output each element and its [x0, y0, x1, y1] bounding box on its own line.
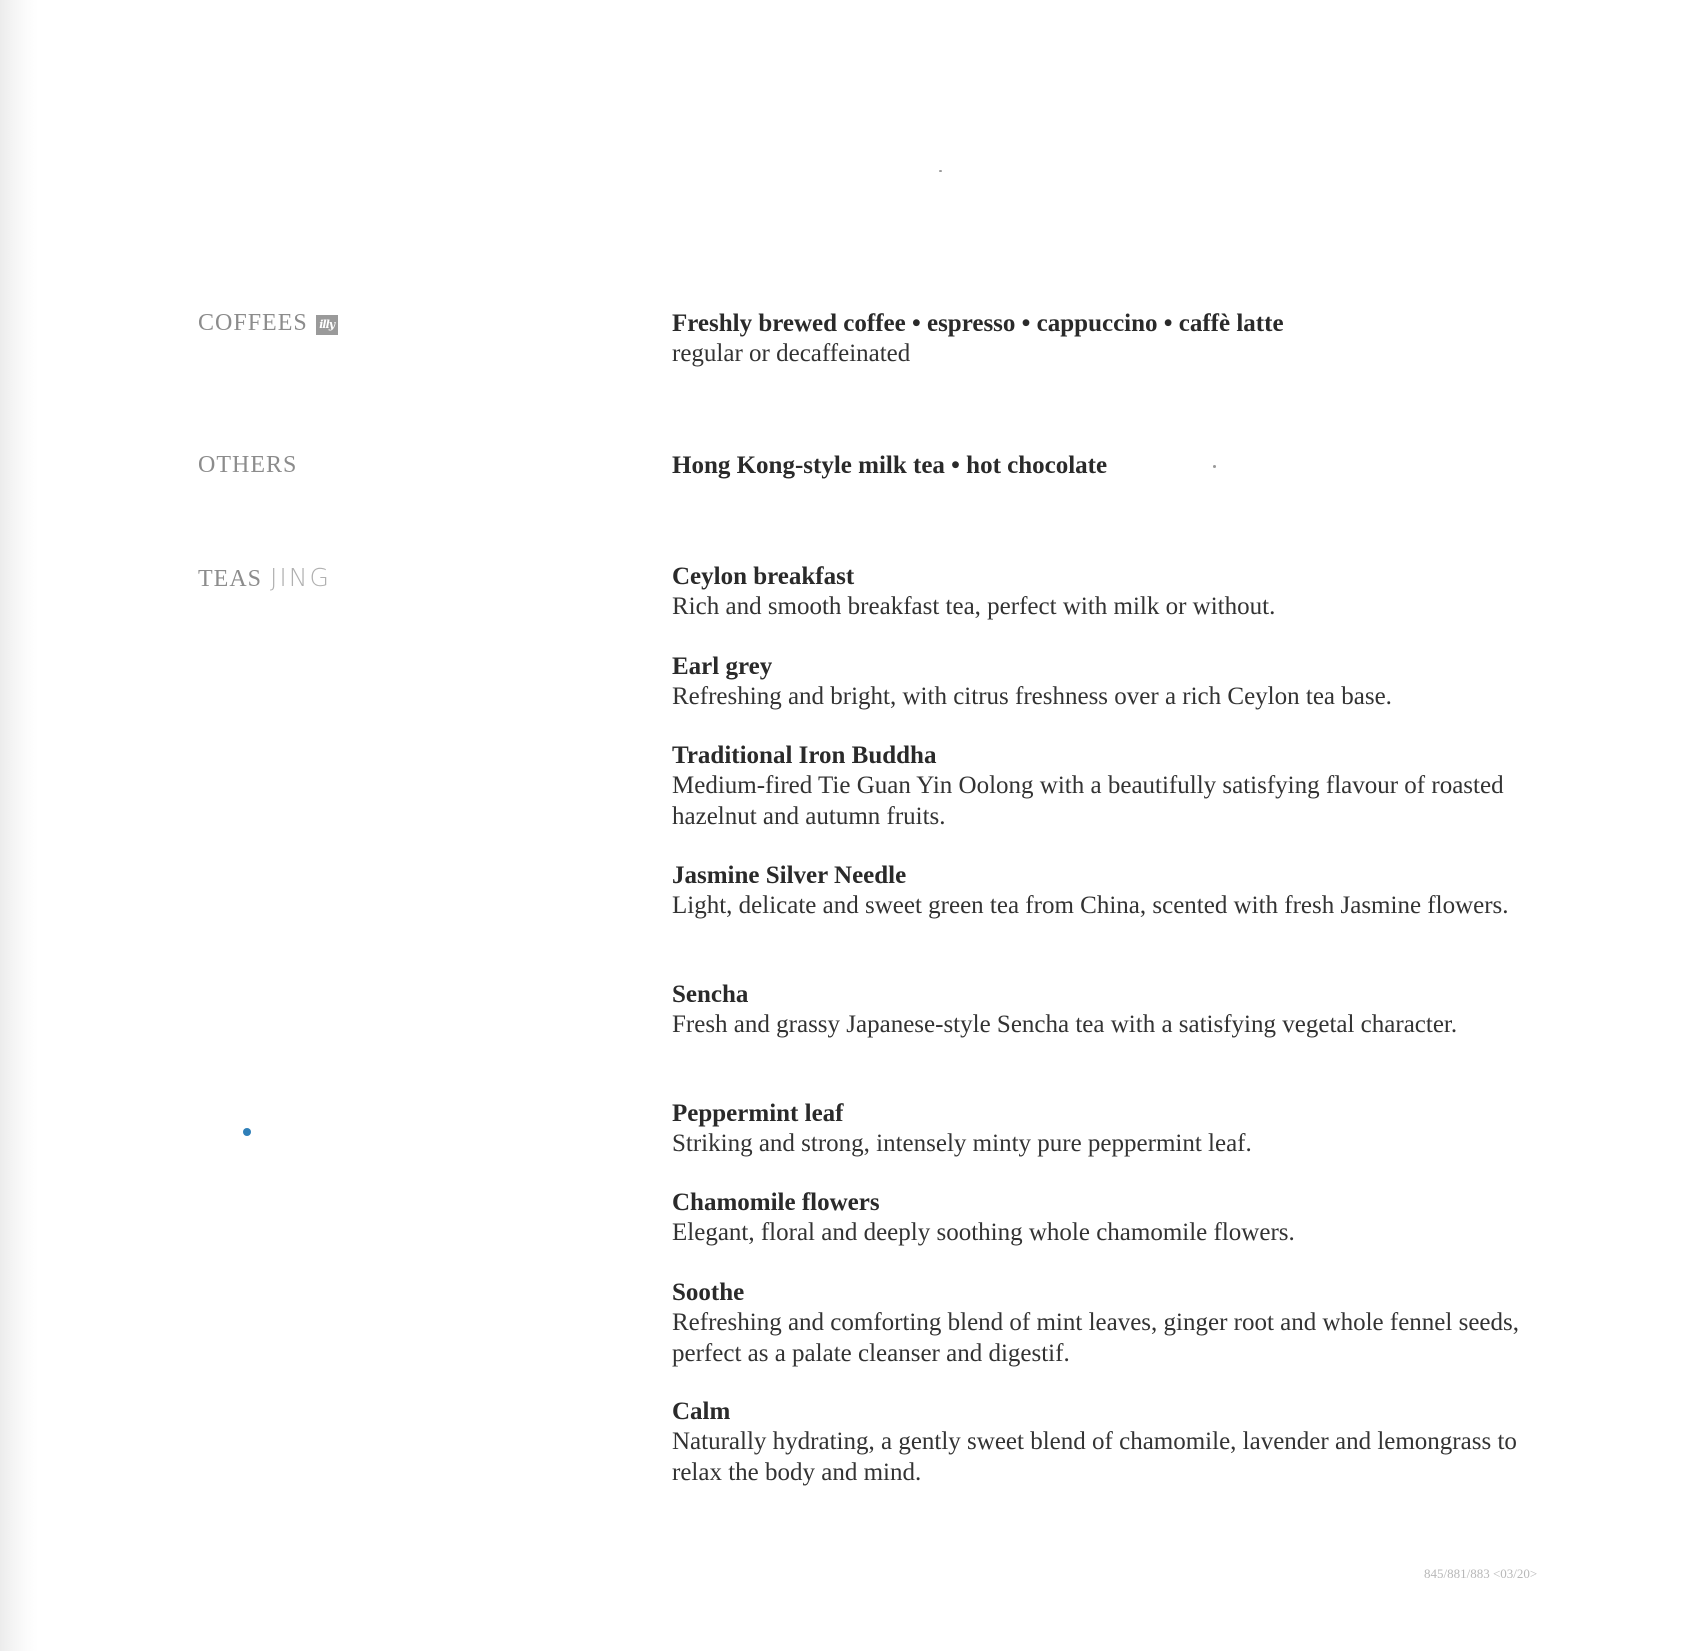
tea-item — [672, 861, 1572, 921]
tea-name: Traditional Iron Buddha — [672, 742, 937, 769]
jing-brand-logo: JING — [270, 563, 331, 592]
others-label: OTHERS — [198, 452, 298, 478]
coffees-label: COFFEES — [198, 310, 308, 336]
illy-logo-icon: illy — [316, 315, 338, 335]
tea-name: Jasmine Silver Needle — [672, 862, 907, 889]
tea-item — [672, 1099, 1572, 1159]
tea-description: Elegant, floral and deeply soothing whole chamomile flowers. — [672, 1219, 1295, 1246]
page-edge-shadow — [0, 0, 38, 1651]
others-item — [672, 451, 1572, 480]
section-label-coffees — [198, 310, 338, 337]
tea-description: Naturally hydrating, a gently sweet blend of chamomile, lavender and lemongrass to relax the body and mind. — [672, 1428, 1517, 1486]
section-label-teas — [198, 563, 331, 593]
tea-name: Ceylon breakfast — [672, 563, 855, 590]
tea-description: Striking and strong, intensely minty pure peppermint leaf. — [672, 1130, 1252, 1157]
tea-description: Rich and smooth breakfast tea, perfect with milk or without. — [672, 593, 1276, 620]
coffees-title: Freshly brewed coffee • espresso • cappuccino • caffè latte — [672, 310, 1284, 337]
tea-item — [672, 741, 1572, 832]
tea-item — [672, 652, 1572, 712]
tea-item — [672, 980, 1572, 1040]
tea-item — [672, 562, 1572, 622]
tea-description: Refreshing and comforting blend of mint leaves, ginger root and whole fennel seeds, perfect as a palate cleanser and digestif. — [672, 1309, 1519, 1367]
tea-item — [672, 1397, 1572, 1488]
dust-speck — [1213, 465, 1216, 468]
section-label-others — [198, 452, 297, 479]
tea-name: Sencha — [672, 981, 749, 1008]
tea-description: Fresh and grassy Japanese-style Sencha tea with a satisfying vegetal character. — [672, 1011, 1458, 1038]
tea-name: Earl grey — [672, 653, 773, 680]
ink-speck — [243, 1128, 251, 1136]
tea-description: Refreshing and bright, with citrus freshness over a rich Ceylon tea base. — [672, 683, 1392, 710]
teas-label: TEAS — [198, 566, 262, 592]
tea-name: Calm — [672, 1398, 731, 1425]
coffees-item — [672, 309, 1572, 369]
tea-item — [672, 1188, 1572, 1248]
coffees-description: regular or decaffeinated — [672, 340, 911, 367]
dust-speck — [939, 170, 942, 172]
tea-name: Peppermint leaf — [672, 1100, 844, 1127]
footer-menu-code: 845/881/883 <03/20> — [1424, 1566, 1538, 1581]
tea-name: Soothe — [672, 1279, 745, 1306]
tea-name: Chamomile flowers — [672, 1189, 880, 1216]
tea-description: Medium-fired Tie Guan Yin Oolong with a beautifully satisfying flavour of roasted hazelnut and autumn fruits. — [672, 772, 1504, 830]
tea-description: Light, delicate and sweet green tea from China, scented with fresh Jasmine flowers. — [672, 892, 1509, 919]
others-title: Hong Kong-style milk tea • hot chocolate — [672, 452, 1108, 479]
tea-item — [672, 1278, 1572, 1369]
